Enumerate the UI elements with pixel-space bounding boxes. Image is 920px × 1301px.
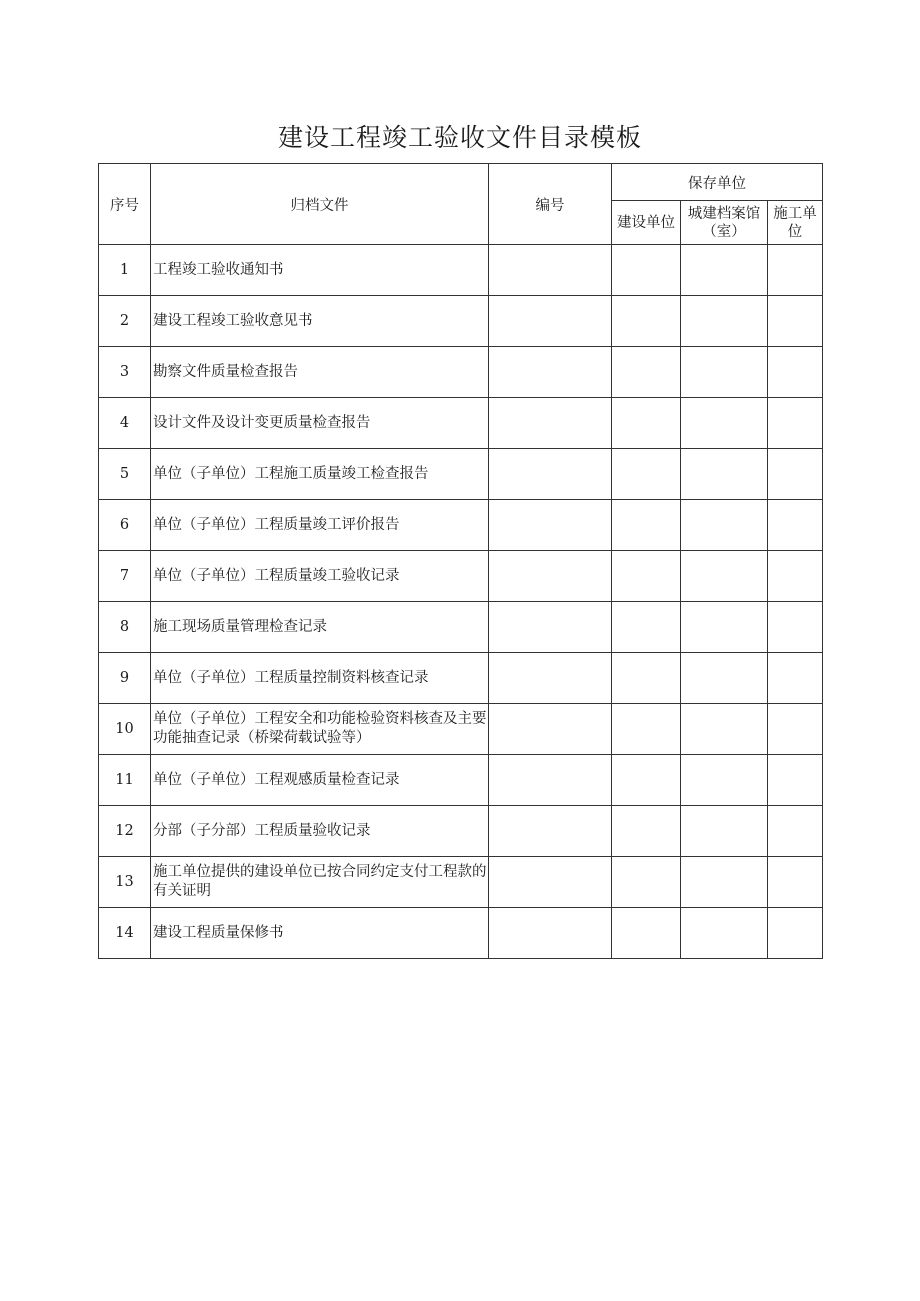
row-file-name: 单位（子单位）工程质量控制资料核查记录 — [151, 653, 489, 704]
row-keeper-archive-cell — [681, 704, 768, 755]
row-number-cell — [489, 857, 612, 908]
table-row — [99, 653, 823, 704]
row-keeper-contractor-cell — [768, 347, 823, 398]
row-keeper-archive-cell — [681, 653, 768, 704]
row-file-name: 建设工程竣工验收意见书 — [151, 296, 489, 347]
table-row — [99, 347, 823, 398]
row-keeper-contractor-cell — [768, 551, 823, 602]
row-seq: 6 — [99, 500, 151, 551]
row-number-cell — [489, 653, 612, 704]
row-keeper-archive-cell — [681, 755, 768, 806]
row-number-cell — [489, 551, 612, 602]
row-keeper-contractor-cell — [768, 806, 823, 857]
row-keeper-archive-cell — [681, 551, 768, 602]
row-keeper-construction-cell — [612, 245, 681, 296]
row-keeper-archive-cell — [681, 449, 768, 500]
row-seq: 9 — [99, 653, 151, 704]
table-row — [99, 500, 823, 551]
row-seq: 2 — [99, 296, 151, 347]
table-row — [99, 806, 823, 857]
row-keeper-contractor-cell — [768, 704, 823, 755]
row-keeper-contractor-cell — [768, 857, 823, 908]
row-file-name: 分部（子分部）工程质量验收记录 — [151, 806, 489, 857]
table-row — [99, 245, 823, 296]
row-keeper-construction-cell — [612, 857, 681, 908]
row-keeper-archive-cell — [681, 347, 768, 398]
row-number-cell — [489, 806, 612, 857]
row-seq: 7 — [99, 551, 151, 602]
row-keeper-construction-cell — [612, 602, 681, 653]
row-file-name: 勘察文件质量检查报告 — [151, 347, 489, 398]
row-seq: 3 — [99, 347, 151, 398]
table-row — [99, 857, 823, 908]
row-keeper-construction-cell — [612, 449, 681, 500]
row-number-cell — [489, 500, 612, 551]
header-keeper-contractor: 施工单位 — [768, 201, 823, 245]
row-number-cell — [489, 449, 612, 500]
row-keeper-construction-cell — [612, 704, 681, 755]
row-keeper-construction-cell — [612, 551, 681, 602]
header-keeper-group: 保存单位 — [612, 164, 823, 201]
table-row — [99, 449, 823, 500]
row-keeper-archive-cell — [681, 602, 768, 653]
table-row — [99, 398, 823, 449]
row-keeper-contractor-cell — [768, 653, 823, 704]
row-file-name: 单位（子单位）工程观感质量检查记录 — [151, 755, 489, 806]
table-row — [99, 908, 823, 959]
row-file-name: 单位（子单位）工程质量竣工评价报告 — [151, 500, 489, 551]
row-keeper-archive-cell — [681, 500, 768, 551]
row-file-name: 单位（子单位）工程安全和功能检验资料核查及主要功能抽查记录（桥梁荷载试验等） — [151, 704, 489, 755]
row-number-cell — [489, 908, 612, 959]
row-keeper-construction-cell — [612, 347, 681, 398]
table-header-row — [99, 164, 823, 201]
row-number-cell — [489, 704, 612, 755]
row-seq: 8 — [99, 602, 151, 653]
header-keeper-construction-unit: 建设单位 — [612, 201, 681, 245]
row-keeper-contractor-cell — [768, 449, 823, 500]
row-file-name: 单位（子单位）工程质量竣工验收记录 — [151, 551, 489, 602]
row-file-name: 单位（子单位）工程施工质量竣工检查报告 — [151, 449, 489, 500]
header-keeper-city-archive: 城建档案馆（室） — [681, 201, 768, 245]
table-row — [99, 551, 823, 602]
table-row — [99, 296, 823, 347]
row-keeper-construction-cell — [612, 755, 681, 806]
row-keeper-archive-cell — [681, 245, 768, 296]
row-file-name: 施工现场质量管理检查记录 — [151, 602, 489, 653]
row-file-name: 建设工程质量保修书 — [151, 908, 489, 959]
row-number-cell — [489, 245, 612, 296]
row-file-name: 设计文件及设计变更质量检查报告 — [151, 398, 489, 449]
row-keeper-archive-cell — [681, 398, 768, 449]
row-keeper-contractor-cell — [768, 296, 823, 347]
row-file-name: 工程竣工验收通知书 — [151, 245, 489, 296]
row-number-cell — [489, 398, 612, 449]
row-keeper-archive-cell — [681, 908, 768, 959]
header-seq: 序号 — [99, 164, 151, 245]
row-keeper-contractor-cell — [768, 602, 823, 653]
row-seq: 14 — [99, 908, 151, 959]
header-archive-file: 归档文件 — [151, 164, 489, 245]
row-keeper-construction-cell — [612, 806, 681, 857]
row-number-cell — [489, 347, 612, 398]
row-keeper-archive-cell — [681, 296, 768, 347]
header-number: 编号 — [489, 164, 612, 245]
row-keeper-contractor-cell — [768, 245, 823, 296]
row-seq: 12 — [99, 806, 151, 857]
row-keeper-archive-cell — [681, 857, 768, 908]
row-keeper-contractor-cell — [768, 755, 823, 806]
row-number-cell — [489, 296, 612, 347]
table-row — [99, 755, 823, 806]
row-keeper-contractor-cell — [768, 908, 823, 959]
row-keeper-construction-cell — [612, 500, 681, 551]
row-seq: 1 — [99, 245, 151, 296]
row-keeper-contractor-cell — [768, 500, 823, 551]
row-keeper-construction-cell — [612, 398, 681, 449]
row-seq: 10 — [99, 704, 151, 755]
row-number-cell — [489, 602, 612, 653]
document-title: 建设工程竣工验收文件目录模板 — [277, 123, 642, 152]
row-keeper-archive-cell — [681, 806, 768, 857]
row-seq: 5 — [99, 449, 151, 500]
row-file-name: 施工单位提供的建设单位已按合同约定支付工程款的有关证明 — [151, 857, 489, 908]
table-row — [99, 602, 823, 653]
row-seq: 4 — [99, 398, 151, 449]
row-seq: 11 — [99, 755, 151, 806]
table-row — [99, 704, 823, 755]
row-keeper-contractor-cell — [768, 398, 823, 449]
row-keeper-construction-cell — [612, 908, 681, 959]
row-keeper-construction-cell — [612, 296, 681, 347]
row-keeper-construction-cell — [612, 653, 681, 704]
archive-catalog-table — [98, 163, 823, 959]
row-number-cell — [489, 755, 612, 806]
row-seq: 13 — [99, 857, 151, 908]
